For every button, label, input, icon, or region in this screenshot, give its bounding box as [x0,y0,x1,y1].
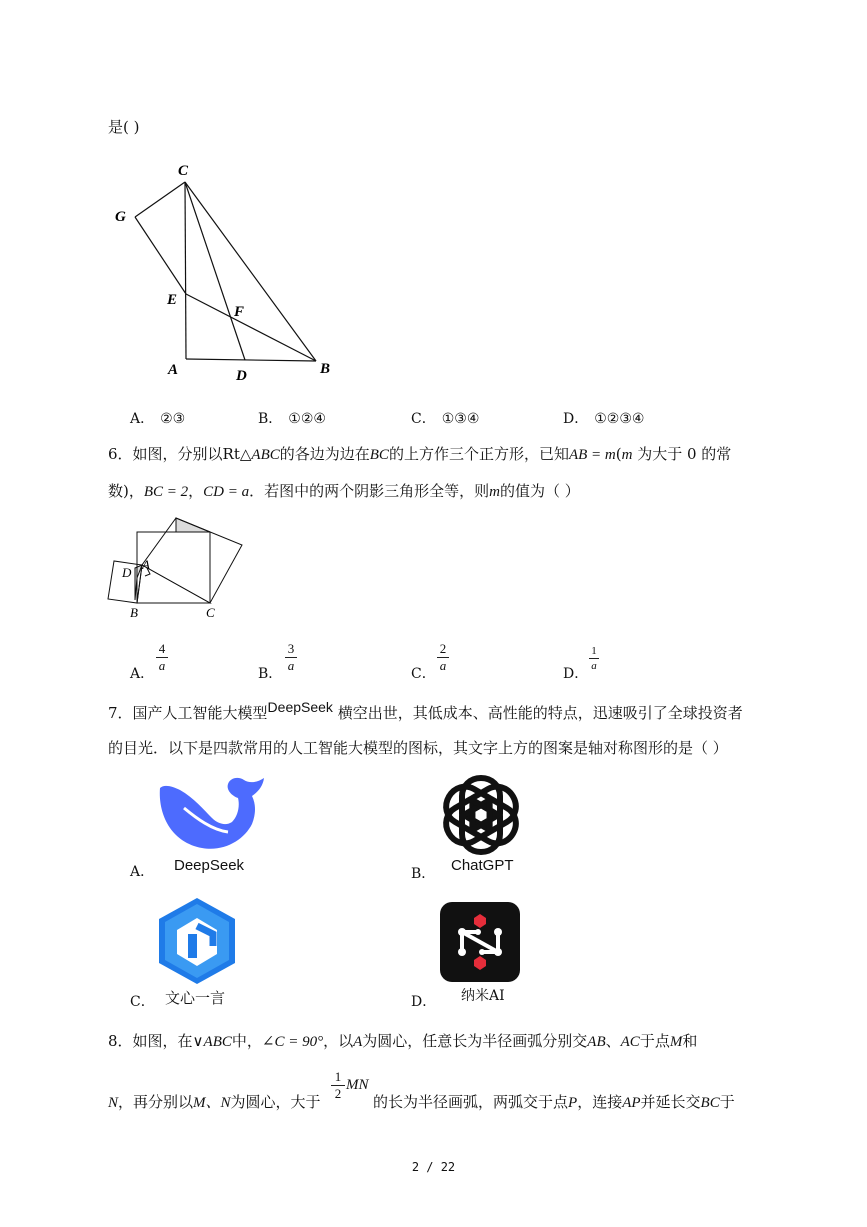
q5-option-c[interactable]: C． ①③④ [411,411,480,427]
q8-line-2a: N，再分别以M、N为圆心，大于 [108,1093,321,1111]
q6-line-2: 数)，BC = 2，CD = a．若图中的两个阴影三角形全等，则m的值为（ ） [108,482,580,500]
line-eb [186,294,316,361]
deepseek-whale-icon [152,768,268,852]
q6-figure [104,513,249,621]
label-a: A [142,557,150,572]
q7-option-c-letter[interactable]: C． [130,994,155,1010]
q7-option-d-caption: 纳米AI [461,988,505,1004]
label-c: C [178,163,189,179]
label-g: G [115,209,126,225]
q6-line-1: 6．如图，分别以Rt△ABC的各边为边在BC的上方作三个正方形，已知AB = m(m 为大于 0 的常 [108,445,732,463]
q5-option-b[interactable]: B． ①②④ [258,411,326,427]
q6-option-a-letter[interactable]: A． [130,666,155,682]
line-ab [186,359,316,361]
label-b: B [130,605,138,620]
q7-option-d-letter[interactable]: D． [411,994,437,1010]
q8-mn: MN [346,1077,369,1093]
line-cg [135,182,185,217]
q6-option-d-fraction: 1 a [589,645,599,672]
q5-option-d[interactable]: D． ①②③④ [563,411,645,427]
q8-line-1: 8．如图，在∨ABC中，∠C = 90°，以A为圆心，任意长为半径画弧分别交AB、AC于点M和 [108,1032,698,1050]
q8-line-2b: 的长为半径画弧，两弧交于点P，连接AP并延长交BC于 [373,1093,735,1111]
label-a: A [168,362,179,378]
line-cd [185,182,245,360]
q5-figure [105,155,345,390]
q7-option-a-letter[interactable]: A． [130,864,155,880]
q5-stem-tail: 是( ) [108,118,140,136]
q7-option-b-caption: ChatGPT [451,857,514,874]
q7-option-b-letter[interactable]: B． [411,866,436,882]
q7-line-1: 7．国产人工智能大模型DeepSeek 横空出世，其低成本、高性能的特点，迅速吸引了全球投资者 [108,699,743,722]
label-b: B [320,361,331,377]
line-ge [135,217,186,294]
q6-option-b-letter[interactable]: B． [258,666,283,682]
q6-option-c-fraction: 2 a [437,642,449,673]
q7-line-2: 的目光．以下是四款常用的人工智能大模型的图标，其文字上方的图案是轴对称图形的是（ ） [108,739,728,757]
label-c: C [206,605,215,620]
q6-option-c-letter[interactable]: C． [411,666,436,682]
line-cb [185,182,316,361]
label-d: D [236,368,247,384]
q8-fraction-half: 1 2 [331,1070,345,1101]
q6-option-d-letter[interactable]: D． [563,666,589,682]
q7-option-a-caption: DeepSeek [174,857,245,874]
q7-option-c-caption: 文心一言 [165,989,226,1007]
q5-option-a[interactable]: A． ②③ [130,411,186,427]
chatgpt-knot-icon [436,770,526,860]
label-e: E [167,292,178,308]
label-f: F [234,304,245,320]
label-d: D [122,565,132,580]
page-number: 2 / 22 [411,1160,456,1174]
q6-option-b-fraction: 3 a [285,642,297,673]
nami-network-icon [440,902,520,982]
wenxin-hexagon-icon [155,896,239,986]
line-ca [185,182,186,359]
q6-option-a-fraction: 4 a [156,642,168,673]
